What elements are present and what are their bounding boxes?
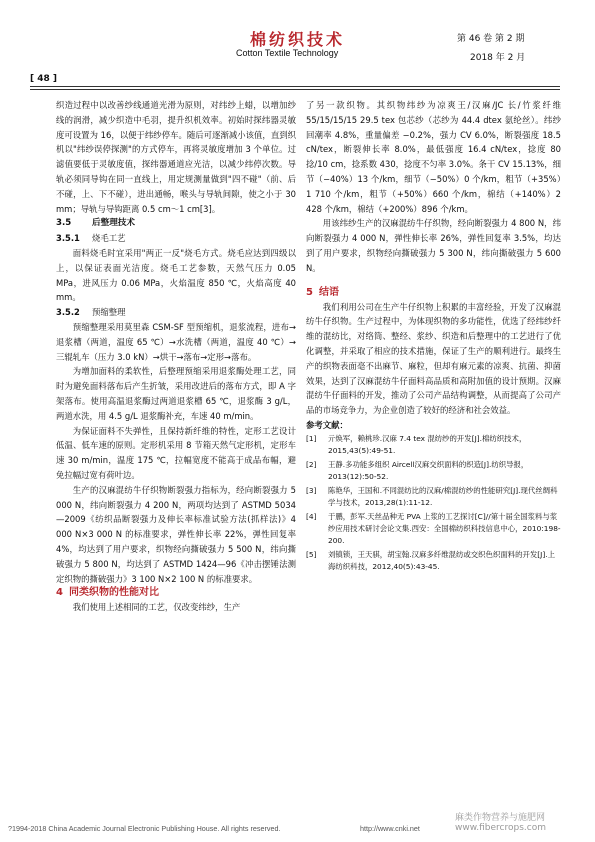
body-paragraph: 为增加面料的柔软性，后整理预缩采用退浆酶处理工艺，同时为避免面料落布后产生折皱，采用改进后的落布方式，即 A 字架落布。使用高温退浆酶过两道退浆槽 65 ℃，退浆酶 3 g/L，两道水洗，用 4.5 g/L 退浆酶补充，车速 40 m/min。 <box>56 366 296 421</box>
reference-number: [3] <box>306 485 317 495</box>
reference-text: 陈艳华，王国和.不同混纺比的汉麻/棉混纺纱的性能研究[J].现代丝绸科学与技术，2013,28(1):11-12. <box>328 485 558 507</box>
subsection-title: 预缩整理 <box>92 307 126 318</box>
reference-list <box>306 433 561 573</box>
page-header <box>0 0 595 92</box>
reference-number: [4] <box>306 511 317 521</box>
volume-issue: 第 46 卷 第 2 期 <box>457 34 525 44</box>
publisher-url: http://www.cnki.net <box>360 824 420 833</box>
publication-date: 2018 年 2 月 <box>470 53 526 63</box>
section-number: 3.5 <box>56 218 72 229</box>
body-paragraph: 面料烧毛时宜采用"两正一反"烧毛方式。烧毛应达到四级以上，以保证表面光洁度。烧毛工艺参数，天然气压力 0.05 MPa，进风压力 0.06 MPa，火焰温度 850 ℃，火焰高度 40 mm。 <box>56 247 296 303</box>
subsection-number: 3.5.2 <box>56 307 80 318</box>
reference-item <box>306 433 561 457</box>
reference-number: [1] <box>306 433 317 443</box>
section-title: 后整理技术 <box>92 218 135 229</box>
reference-number: [5] <box>306 549 317 559</box>
site-watermark: 麻类作物营养与施肥网 www.fibercrops.com <box>455 813 546 833</box>
reference-text: 亓焕军，赖桃珍.汉麻 7.4 tex 混纺纱的开发[J].棉纺织技术，2015,43(5):49-51. <box>328 433 527 455</box>
body-paragraph: 预缩整理采用莫里森 CSM-SF 型预缩机，退浆流程，进布→退浆槽（两道，温度 65 ℃）→水洗槽（两道，温度 40 ℃）→三辊轧车（压力 3.0 kN）→烘干→落布→定形→落布。 <box>56 321 296 362</box>
reference-item <box>306 511 561 547</box>
copyright-notice: ?1994-2018 China Academic Journal Electronic Publishing House. All rights reserved. <box>8 824 281 833</box>
section-heading <box>56 216 296 231</box>
journal-title-en: Cotton Textile Technology <box>236 48 339 58</box>
reference-text: 于鹏，彭军.天丝品种无 PVA 上浆的工艺探讨[C]//第十届全国浆料与浆纱应用技术研讨会论文集.西安：全国棉纺织科技信息中心，2010:198-200. <box>328 511 561 545</box>
reference-item <box>306 459 561 483</box>
reference-item <box>306 549 561 573</box>
reference-text: 王静.多功能多组织 Aircell汉麻交织面料的织造[J].纺织导报，2013(12):50-52. <box>328 459 529 481</box>
section-number: 4 <box>56 587 63 599</box>
reference-item <box>306 485 561 509</box>
body-paragraph: 织造过程中以改善纱线通道光滑为原则，对纬纱上蜡，以增加纱线的润滑，减少织造中毛羽，提升织机效率。初始时探纬器灵敏度可设置为 16，以便于纬纱停车。随后可逐渐减小该值，直到织机以"纬纱误停探测"的方式停车，再将灵敏度增加 3 个单位。过滤值要低于灵敏度值，探纬器通道应光洁，以减少纬停次数。导轨必须同导钩在同一直线上，用定规测量做到"四不碰"（前、后不碰，上、下不碰），进出通畅，喉头与导轨间隙，使之小于 30 mm；导轨与导钩距离 0.5 cm～1 cm[3]。 <box>56 100 296 214</box>
subsection-number: 3.5.1 <box>56 233 80 244</box>
journal-title-cn: 棉纺织技术 <box>250 30 346 49</box>
section-number: 5 <box>306 286 313 298</box>
section-title: 结语 <box>318 286 339 298</box>
section-title: 同类织物的性能对比 <box>68 587 159 599</box>
section-heading <box>306 286 561 300</box>
subsection-title: 烧毛工艺 <box>92 233 126 244</box>
body-paragraph: 用该纬纱生产的汉麻混纺牛仔织物，经向断裂强力 4 800 N，纬向断裂强力 4 000 N，弹性伸长率 26%，弹性回复率 3.5%，均达到了用户要求，织物经向撕破强力 5 300 N，纬向撕破强力 5 600 N。 <box>306 218 561 273</box>
right-column <box>306 98 561 575</box>
reference-text: 刘镇锁，王天骐，胡宝翰.汉麻多纤维混纺或交织色织面料的开发[J].上海纺织科技，2012,40(5):43-45. <box>328 549 555 571</box>
references-heading: 参考文献： <box>306 419 348 430</box>
subsection-heading <box>56 305 296 320</box>
page-number: [ 48 ] <box>30 74 58 84</box>
body-paragraph: 我们使用上述相同的工艺，仅改变纬纱，生产 <box>72 602 241 613</box>
section-heading <box>56 586 296 600</box>
body-paragraph: 为保证面料不失弹性，且保持新纤维的特性，定形工艺设计低温、低车速的原则。定形机采用 8 节箱天然气定形机，定形车速 30 m/min，温度 175 ℃，拉幅宽度不能高于成品布幅，避免拉幅过宽有荷叶边。 <box>56 425 296 480</box>
body-paragraph: 我们利用公司在生产牛仔织物上积累的丰富经验，开发了汉麻混纺牛仔织物。生产过程中，为体现织物的多功能性，优选了经纬纱纤维的混纺比，对络筒、整经、浆纱、织造和后整理中的工艺进行了优化调整，并采取了相应的技术措施，保证了生产的顺利进行。最终生产的织物表面毫不出麻节、麻粒，但却有麻元素的凉爽、抗菌、抑菌效果，达到了汉麻混纺牛仔面料高品质和高附加值的设计预期。汉麻混纺牛仔面料的开发，推动了公司产品结构调整，从而提高了公司产品的市场竞争力，为企业创造了较好的经济和社会效益。 <box>306 301 561 416</box>
body-paragraph: 生产的汉麻混纺牛仔织物断裂强力指标为，经向断裂强力 5 000 N，纬向断裂强力 4 200 N，两项均达到了 ASTMD 5034—2009《纺织品断裂强力及伸长率标准试验方法(抓样法)》4 000 N×3 000 N 的标准要求，弹性伸长率 22%，弹性回复率 4%，均达到了用户要求，织物经向撕破强力 5 500 N，纬向撕破强力 5 800 N，均达到了 ASTMD 1424—96《冲击摆锤法测定织物的撕破强力》3 100 N×2 100 N 的标准要求。 <box>56 484 296 584</box>
left-column <box>56 98 296 615</box>
header-rule-top <box>30 86 560 87</box>
subsection-heading <box>56 231 296 246</box>
body-paragraph: 了另一款织物。其织物纬纱为凉爽王/汉麻/JC 长/竹浆纤维 55/15/15/15 29.5 tex 包芯纱（芯纱为 44.4 dtex 氨纶丝）。纬纱回潮率 4.8%，重量偏差 −0.2%，强力 CV 6.0%，断裂强度 18.5 cN/tex，断裂伸长率 8.0%，最低强度 16.4 cN/tex，捻度 80 捻/10 cm，捻系数 430，捻度不匀率 3.0%。条干 CV 15.13%，细节（−40%）13 个/km，细节（−50%）0 个/km，粗节（+35%）1 710 个/km，粗节（+50%）660 个/km，棉结（+140%）2 428 个/km，棉结（+200%）896 个/km。 <box>306 100 561 214</box>
reference-number: [2] <box>306 459 317 469</box>
header-rule-bottom <box>30 89 560 90</box>
